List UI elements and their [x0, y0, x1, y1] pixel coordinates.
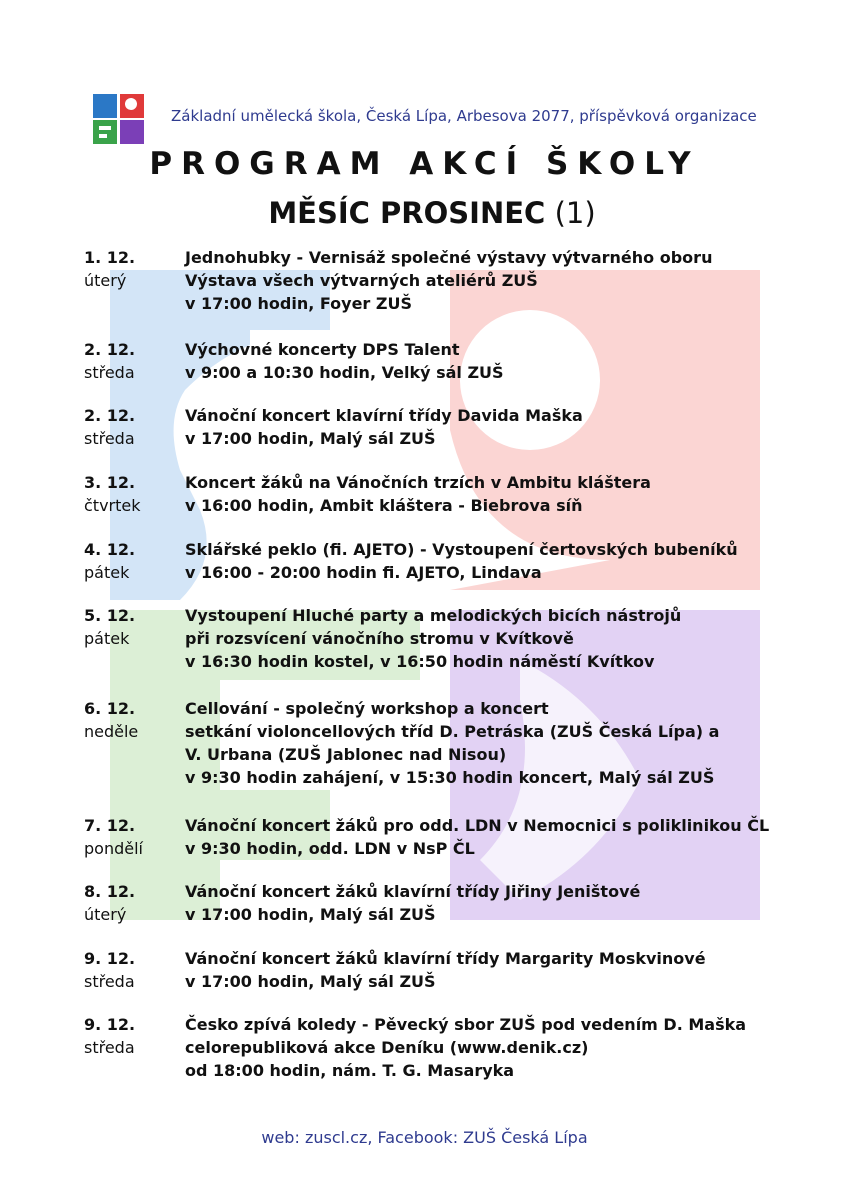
event-line: Česko zpívá koledy - Pěvecký sbor ZUŠ pod vedením D. Maška: [185, 1015, 747, 1034]
event-line: Výchovné koncerty DPS Talent: [185, 340, 460, 359]
event-date: 5. 12.: [84, 606, 136, 625]
event-line: v 17:00 hodin, Malý sál ZUŠ: [185, 905, 436, 924]
event-line: setkání violoncellových tříd D. Petráska (ZUŠ Česká Lípa) a: [185, 722, 720, 741]
event-line: Výstava všech výtvarných ateliérů ZUŠ: [185, 271, 538, 290]
event-line: Sklářské peklo (fi. AJETO) - Vystoupení čertovských bubeníků: [185, 540, 738, 559]
event-line: Vánoční koncert žáků klavírní třídy Margarity Moskvinové: [185, 949, 706, 968]
event-date: 2. 12.: [84, 340, 136, 359]
event-line: celorepubliková akce Deníku (www.denik.cz): [185, 1038, 589, 1057]
event-date: 8. 12.: [84, 882, 136, 901]
footer-contact: web: zuscl.cz, Facebook: ZUŠ Česká Lípa: [261, 1128, 588, 1147]
event-line: Vánoční koncert žáků klavírní třídy Jiřiny Jeništové: [185, 882, 641, 901]
event-line: v 16:30 hodin kostel, v 16:50 hodin náměstí Kvítkov: [185, 652, 655, 671]
event-line: Vánoční koncert klavírní třídy Davida Maška: [185, 406, 583, 425]
event-line: v 17:00 hodin, Malý sál ZUŠ: [185, 972, 436, 991]
event-day: úterý: [84, 271, 127, 290]
event-line: v 9:30 hodin zahájení, v 15:30 hodin koncert, Malý sál ZUŠ: [185, 768, 715, 787]
event-day: pátek: [84, 629, 130, 648]
event-date: 9. 12.: [84, 1015, 136, 1034]
event-line: Koncert žáků na Vánočních trzích v Ambitu kláštera: [185, 473, 651, 492]
subtitle-month: MĚSÍC PROSINEC: [268, 196, 546, 230]
event-day: středa: [84, 1038, 135, 1057]
event-date: 4. 12.: [84, 540, 136, 559]
event-day: středa: [84, 363, 135, 382]
event-day: úterý: [84, 905, 127, 924]
event-line: v 17:00 hodin, Foyer ZUŠ: [185, 294, 412, 313]
event-line: při rozsvícení vánočního stromu v Kvítkově: [185, 629, 574, 648]
event-date: 3. 12.: [84, 473, 136, 492]
event-line: v 16:00 - 20:00 hodin fi. AJETO, Lindava: [185, 563, 542, 582]
event-day: neděle: [84, 722, 139, 741]
event-line: V. Urbana (ZUŠ Jablonec nad Nisou): [185, 745, 507, 764]
page-title: PROGRAM AKCÍ ŠKOLY: [149, 146, 700, 182]
event-line: Cellování - společný workshop a koncert: [185, 699, 549, 718]
subtitle-part: (1): [554, 196, 596, 230]
event-day: pondělí: [84, 839, 143, 858]
event-date: 2. 12.: [84, 406, 136, 425]
event-line: od 18:00 hodin, nám. T. G. Masaryka: [185, 1061, 515, 1080]
event-date: 9. 12.: [84, 949, 136, 968]
event-day: středa: [84, 429, 135, 448]
event-day: středa: [84, 972, 135, 991]
event-line: v 9:00 a 10:30 hodin, Velký sál ZUŠ: [185, 363, 504, 382]
event-line: Vánoční koncert žáků pro odd. LDN v Nemocnici s poliklinikou ČL: [185, 816, 770, 835]
event-line: v 16:00 hodin, Ambit kláštera - Biebrova síň: [185, 496, 583, 515]
event-line: Jednohubky - Vernisáž společné výstavy výtvarného oboru: [185, 248, 713, 267]
event-day: pátek: [84, 563, 130, 582]
event-date: 1. 12.: [84, 248, 136, 267]
school-name: Základní umělecká škola, Česká Lípa, Arbesova 2077, příspěvková organizace: [171, 107, 757, 125]
event-line: Vystoupení Hluché party a melodických bicích nástrojů: [185, 606, 682, 625]
event-line: v 17:00 hodin, Malý sál ZUŠ: [185, 429, 436, 448]
event-date: 6. 12.: [84, 699, 136, 718]
event-date: 7. 12.: [84, 816, 136, 835]
event-line: v 9:30 hodin, odd. LDN v NsP ČL: [185, 839, 475, 858]
event-day: čtvrtek: [84, 496, 141, 515]
